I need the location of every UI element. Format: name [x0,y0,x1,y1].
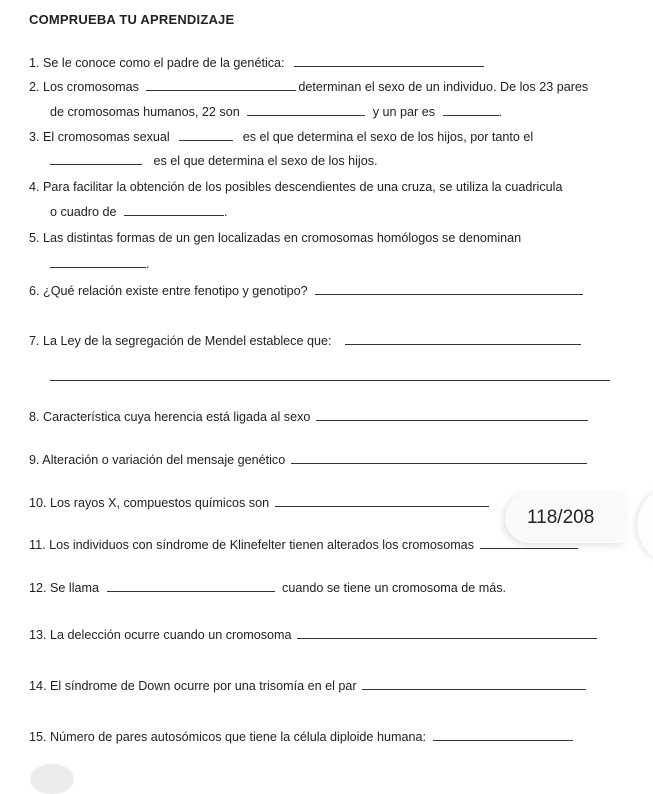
answer-blank-7b[interactable] [50,369,610,381]
question-13 [29,627,597,643]
question-11-text: 11. Los individuos con síndrome de Klinefelter tienen alterados los cromosomas [29,538,474,552]
question-15-text: 15. Número de pares autosómicos que tiene la célula diploide humana: [29,730,426,744]
answer-blank-6[interactable] [315,283,583,295]
answer-blank-5[interactable] [50,256,146,268]
answer-blank-1[interactable] [294,55,484,67]
question-5-line-1 [29,230,521,246]
question-5-line-2 [50,256,150,272]
question-15 [29,729,573,745]
question-5-part-b: . [146,257,150,271]
answer-blank-8[interactable] [316,409,588,421]
answer-blank-14[interactable] [362,678,586,690]
question-7-text: 7. La Ley de la segregación de Mendel establece que: [29,334,332,348]
question-12-part-b: cuando se tiene un cromosoma de más. [282,581,507,595]
question-12-part-a: 12. Se llama [29,581,100,595]
question-3-part-b: es el que determina el sexo de los hijos, por tanto el [242,130,534,144]
question-3-line-1 [29,129,533,145]
question-1-text: 1. Se le conoce como el padre de la genética: [29,56,285,70]
question-9 [29,452,587,468]
question-2-part-a: 2. Los cromosomas [29,80,139,94]
question-2-part-e: . [498,105,503,119]
page-title: COMPRUEBA TU APRENDIZAJE [29,12,235,27]
question-8-text: 8. Característica cuya herencia está ligada al sexo [29,410,311,424]
question-7 [29,333,581,349]
question-9-text: 9. Alteración o variación del mensaje genético [29,453,286,467]
question-2-line-1 [29,79,588,95]
question-2-part-d: y un par es [372,105,436,119]
question-1 [29,55,484,71]
question-2-line-2 [50,104,502,120]
answer-blank-10[interactable] [275,495,489,507]
question-2-part-b: determinan el sexo de un individuo. De los 23 pares [298,80,589,94]
question-2-part-c: de cromosomas humanos, 22 son [50,105,240,119]
page-indicator-text: 118/208 [527,507,595,528]
question-10-text: 10. Los rayos X, compuestos químicos son [29,496,270,510]
question-3-part-a: 3. El cromosomas sexual [29,130,170,144]
question-12 [29,580,506,596]
question-3-line-2 [50,153,378,169]
question-13-text: 13. La delección ocurre cuando un cromosoma [29,628,292,642]
answer-blank-2a[interactable] [146,79,296,91]
answer-blank-3a[interactable] [179,129,233,141]
answer-blank-2b[interactable] [247,104,365,116]
scroll-edge-handle[interactable] [637,485,653,565]
answer-blank-3b[interactable] [50,153,142,165]
answer-blank-7a[interactable] [345,333,581,345]
question-10 [29,495,489,511]
floating-button-edge[interactable] [30,764,74,794]
question-4-part-b: o cuadro de [50,205,117,219]
question-4-part-c: . [224,205,228,219]
answer-blank-12[interactable] [107,580,275,592]
question-14-text: 14. El síndrome de Down ocurre por una trisomía en el par [29,679,357,693]
answer-blank-15[interactable] [433,729,573,741]
question-4-part-a: 4. Para facilitar la obtención de los posibles descendientes de una cruza, se utiliza la cuadricula [29,180,563,194]
question-3-part-c: es el que determina el sexo de los hijos. [153,154,378,168]
question-7-line-2 [50,369,610,385]
question-4-line-1 [29,179,562,195]
page-indicator [505,493,625,543]
question-11 [29,537,578,553]
question-6-text: 6. ¿Qué relación existe entre fenotipo y genotipo? [29,284,308,298]
question-4-line-2 [50,204,228,220]
question-8 [29,409,588,425]
question-14 [29,678,586,694]
question-6 [29,283,583,299]
answer-blank-9[interactable] [291,452,587,464]
question-5-part-a: 5. Las distintas formas de un gen localizadas en cromosomas homólogos se denominan [29,231,522,245]
answer-blank-13[interactable] [297,627,597,639]
answer-blank-4[interactable] [124,204,224,216]
answer-blank-2c[interactable] [443,104,499,116]
